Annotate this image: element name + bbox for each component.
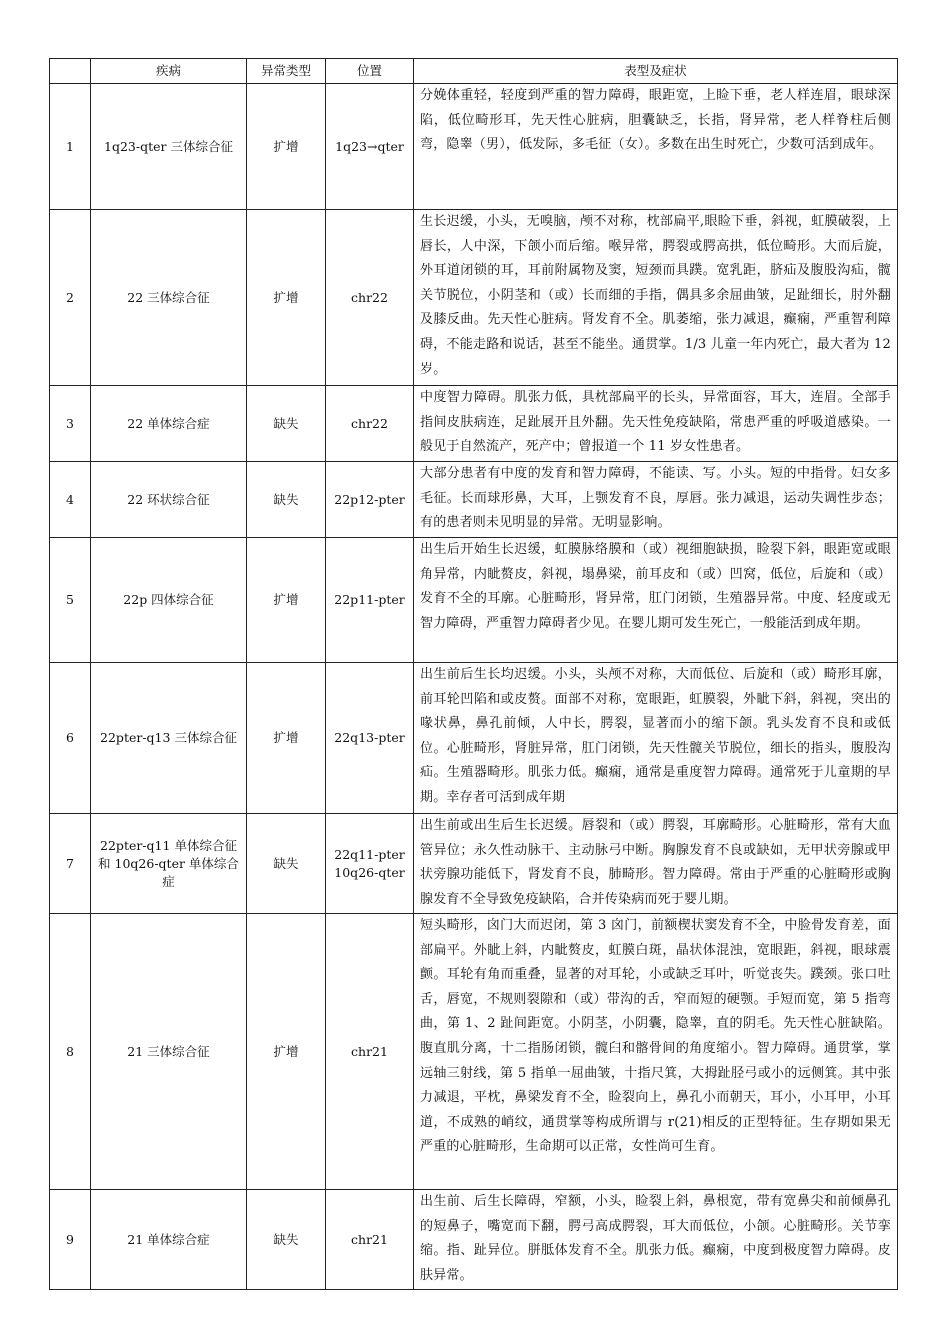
row-position: chr22	[326, 210, 414, 386]
table-row	[50, 1190, 898, 1290]
row-position: 22q13-pter	[326, 663, 414, 814]
row-abnormality-type: 扩增	[247, 663, 326, 814]
header-number	[50, 59, 91, 84]
row-abnormality-type: 缺失	[247, 1190, 326, 1290]
row-phenotype: 出生后开始生长迟缓，虹膜脉络膜和（或）视细胞缺损，睑裂下斜，眼距宽或眼角异常，内眦赘皮，斜视，塌鼻梁，前耳皮和（或）凹窝，低位，后旋和（或）发育不全的耳廓。心脏畸形，肾异常，肛门闭锁，生殖器异常。中度、轻度或无智力障碍，严重智力障碍者少见。在婴儿期可发生死亡，一般能活到成年期。	[414, 538, 898, 663]
row-position: chr21	[326, 1190, 414, 1290]
table-row	[50, 210, 898, 386]
row-disease: 21 三体综合征	[91, 914, 247, 1190]
row-phenotype: 分娩体重轻，轻度到严重的智力障碍，眼距宽，上睑下垂，老人样连眉，眼球深陷，低位畸形耳，先天性心脏病，胆囊缺乏，长指，肾异常，老人样脊柱后侧弯，隐睾（男），低发际，多毛征（女）。多数在出生时死亡，少数可活到成年。	[414, 84, 898, 210]
row-phenotype: 生长迟缓，小头，无嗅脑，颅不对称，枕部扁平,眼睑下垂，斜视，虹膜破裂，上唇长，人中深，下颌小而后缩。喉异常，腭裂或腭高拱，低位畸形。大而后旋，外耳道闭锁的耳，耳前附属物及窦，短颈而具蹼。宽乳距，脐疝及腹股沟疝，髋关节脱位，小阴茎和（或）长而细的手指，偶具多余屈曲皱，足趾细长，肘外翻及膝反曲。先天性心脏病。肾发育不全。肌萎缩，张力减退，癫痫，严重智利障碍，不能走路和说话，甚至不能坐。通贯掌。1/3 儿童一年内死亡，最大者为 12 岁。	[414, 210, 898, 386]
row-phenotype: 出生前或出生后生长迟缓。唇裂和（或）腭裂，耳廓畸形。心脏畸形，常有大血管异位；永久性动脉干、主动脉弓中断。胸腺发育不良或缺如，无甲状旁腺或甲状旁腺功能低下，肾发育不良，肺畸形。智力障碍。常由于严重的心脏畸形或胸腺发育不全导致免疫缺陷，合并传染病而死于婴儿期。	[414, 814, 898, 914]
table-row	[50, 462, 898, 538]
row-position: 22q11-pter 10q26-qter	[326, 814, 414, 914]
row-disease: 22p 四体综合征	[91, 538, 247, 663]
table-row	[50, 84, 898, 210]
row-phenotype: 中度智力障碍。肌张力低，具枕部扁平的长头，异常面容，耳大，连眉。全部手指间皮肤病连，足趾展开且外翻。先天性免疫缺陷，常患严重的呼吸道感染。一般见于自然流产，死产中；曾报道一个 11 岁女性患者。	[414, 386, 898, 462]
row-abnormality-type: 扩增	[247, 914, 326, 1190]
row-phenotype: 出生前、后生长障碍，窄额，小头，睑裂上斜，鼻根宽，带有宽鼻尖和前倾鼻孔的短鼻子，嘴宽而下翻，腭弓高成腭裂，耳大而低位，小颌。心脏畸形。关节挛缩。指、趾异位。胼胝体发育不全。肌张力低。癫痫，中度到极度智力障碍。皮肤异常。	[414, 1190, 898, 1290]
row-position: 22p11-pter	[326, 538, 414, 663]
row-number: 8	[50, 914, 91, 1190]
syndrome-table	[49, 58, 898, 1290]
table-header-row	[50, 59, 898, 84]
row-phenotype: 出生前后生长均迟缓。小头，头颅不对称，大而低位、后旋和（或）畸形耳廓，前耳轮凹陷和或皮赘。面部不对称，宽眼距，虹膜裂，外眦下斜，斜视，突出的喙状鼻，鼻孔前倾，人中长，腭裂，显著而小的缩下颌。乳头发育不良和或低位。心脏畸形，肾脏异常，肛门闭锁，先天性髋关节脱位，细长的指头，腹股沟疝。生殖器畸形。肌张力低。癫痫，通常是重度智力障碍。通常死于儿童期的早期。幸存者可活到成年期	[414, 663, 898, 814]
row-disease: 22 三体综合征	[91, 210, 247, 386]
row-position: chr21	[326, 914, 414, 1190]
table-row	[50, 914, 898, 1190]
table-row	[50, 663, 898, 814]
row-number: 2	[50, 210, 91, 386]
row-abnormality-type: 扩增	[247, 210, 326, 386]
row-disease: 22pter-q11 单体综合征和 10q26-qter 单体综合症	[91, 814, 247, 914]
row-disease: 21 单体综合症	[91, 1190, 247, 1290]
row-abnormality-type: 扩增	[247, 538, 326, 663]
row-phenotype: 大部分患者有中度的发育和智力障碍，不能读、写。小头。短的中指骨。妇女多毛征。长而球形鼻，大耳，上颚发育不良，厚唇。张力减退，运动失调性步态；有的患者则未见明显的异常。无明显影响。	[414, 462, 898, 538]
row-disease: 22pter-q13 三体综合征	[91, 663, 247, 814]
row-number: 1	[50, 84, 91, 210]
row-disease: 22 单体综合症	[91, 386, 247, 462]
row-abnormality-type: 缺失	[247, 386, 326, 462]
table-row	[50, 814, 898, 914]
row-number: 4	[50, 462, 91, 538]
row-number: 7	[50, 814, 91, 914]
table-row	[50, 538, 898, 663]
row-phenotype: 短头畸形，囟门大而迟闭，第 3 囟门，前额楔状窦发育不全，中脸骨发育差，面部扁平。外眦上斜，内眦赘皮，虹膜白斑，晶状体混浊，宽眼距，斜视，眼球震颤。耳轮有角而重叠，显著的对耳轮，小或缺乏耳叶，听觉丧失。蹼颈。张口吐舌，唇宽，不规则裂隙和（或）带沟的舌，窄而短的硬颚。手短而宽，第 5 指弯曲，第 1、2 趾间距宽。小阴茎，小阴囊，隐睾，直的阴毛。先天性心脏缺陷。腹直肌分离，十二指肠闭锁，髋臼和髂骨间的角度缩小。智力障碍。通贯掌，掌远轴三射线，第 5 指单一屈曲皱，十指尺箕，大拇趾胫弓或小的远侧箕。其中张力减退，平枕，鼻梁发育不全，睑裂向上，鼻孔小而朝天，耳小，小耳甲，小耳道，不成熟的峭纹，通贯掌等构成所谓与 r(21)相反的正型特征。生存期如果无严重的心脏畸形，生命期可以正常，女性尚可生育。	[414, 914, 898, 1190]
row-position: chr22	[326, 386, 414, 462]
row-abnormality-type: 扩增	[247, 84, 326, 210]
row-position: 22p12-pter	[326, 462, 414, 538]
row-number: 6	[50, 663, 91, 814]
header-abnormality-type: 异常类型	[247, 59, 326, 84]
row-disease: 22 环状综合征	[91, 462, 247, 538]
header-position: 位置	[326, 59, 414, 84]
row-disease: 1q23-qter 三体综合征	[91, 84, 247, 210]
row-number: 9	[50, 1190, 91, 1290]
row-abnormality-type: 缺失	[247, 462, 326, 538]
header-phenotype: 表型及症状	[414, 59, 898, 84]
row-number: 5	[50, 538, 91, 663]
row-abnormality-type: 缺失	[247, 814, 326, 914]
row-number: 3	[50, 386, 91, 462]
table-row	[50, 386, 898, 462]
row-position: 1q23→qter	[326, 84, 414, 210]
header-disease: 疾病	[91, 59, 247, 84]
